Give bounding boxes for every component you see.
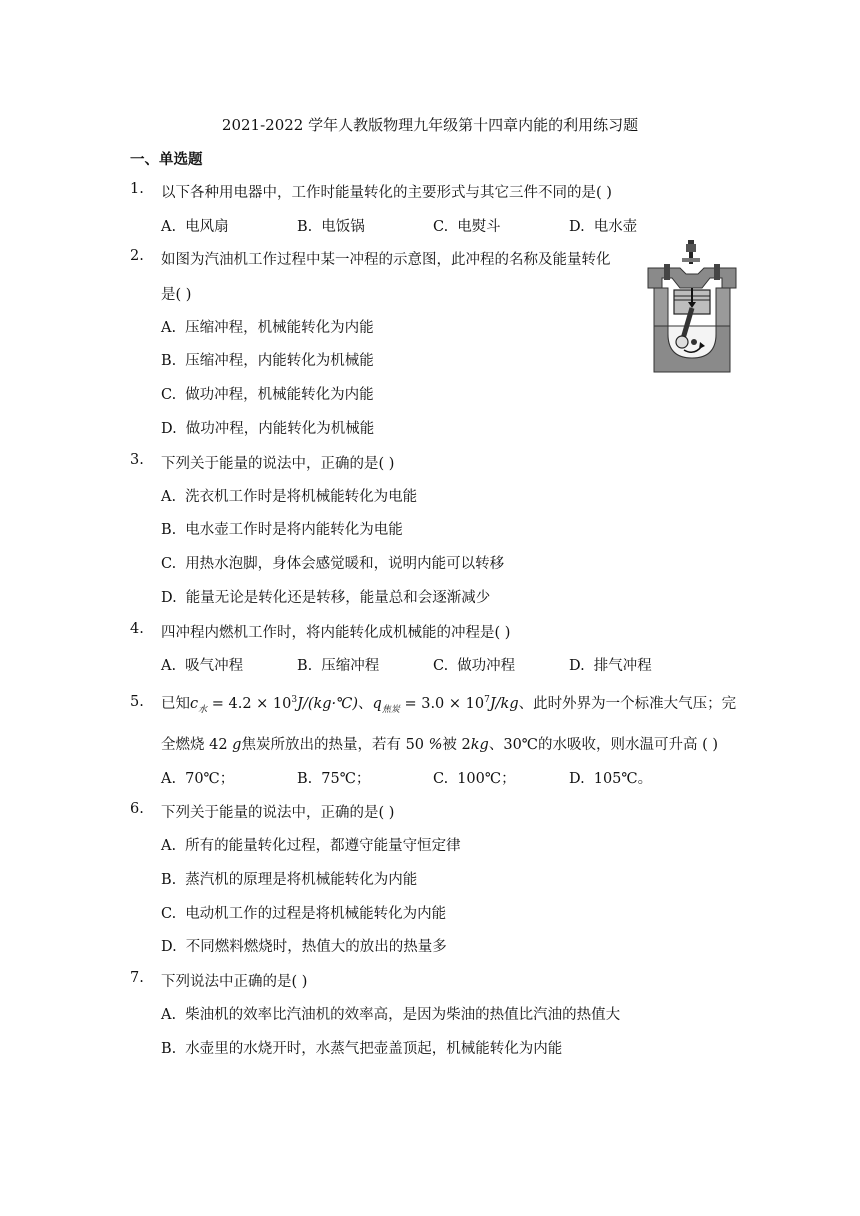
option-d [161,935,447,956]
option-label: A. [161,219,177,235]
option-text: 电水壶工作时是将内能转化为电能 [185,522,403,538]
option-d [161,586,490,607]
option-label: D. [569,658,585,674]
option-c [433,215,501,236]
option-text: 电饭锅 [321,219,365,235]
question-number: 3. [130,452,144,468]
option-text: 压缩冲程，机械能转化为内能 [185,320,374,336]
question-text-continued: 全燃烧 42 g焦炭所放出的热量，若有 50 %被 2kg、30℃的水吸收，则水温可升高 ( ) [161,737,719,753]
option-text: 105℃。 [593,771,653,787]
option-c [161,383,374,404]
option-label: D. [161,421,177,437]
option-d [569,215,637,236]
option-d [569,654,652,675]
option-text: 电熨斗 [457,219,501,235]
option-text: 排气冲程 [593,658,652,674]
option-a [161,767,234,788]
option-a [161,1003,620,1024]
option-label: C. [161,556,177,572]
question-number: 7. [130,970,144,986]
question-text-formula: 已知$c_水 = 4.2$ × $10^3J/(kg\cdot℃)$、$q_{焦炭} = 3.0 \times 10^7J/kg$、此时外界为一个标准大气压；完 [161,695,737,715]
option-label: D. [569,219,585,235]
question-number: 5. [130,694,144,710]
option-label: A. [161,320,177,336]
option-c [433,654,515,675]
option-a [161,485,417,506]
question-text: 以下各种用电器中，工作时能量转化的主要形式与其它三件不同的是( ) [161,185,612,201]
option-label: D. [569,771,585,787]
option-label: D. [161,590,177,606]
option-text: 电水壶 [593,219,638,235]
question-text: 如图为汽油机工作过程中某一冲程的示意图，此冲程的名称及能量转化 [161,252,611,268]
question-number: 4. [130,621,144,637]
option-label: B. [297,771,313,787]
option-text: 电动机工作的过程是将机械能转化为内能 [185,906,447,922]
option-label: B. [161,522,177,538]
page-title: 2021-2022 学年人教版物理九年级第十四章内能的利用练习题 [221,116,639,134]
question-text: 下列关于能量的说法中，正确的是( ) [161,456,395,472]
option-label: B. [161,353,177,369]
option-label: A. [161,658,177,674]
option-text: 100℃； [457,771,516,787]
option-text: 做功冲程，内能转化为机械能 [185,421,375,437]
option-c [433,767,516,788]
option-label: C. [433,219,449,235]
question-number: 6. [130,801,144,817]
section-heading: 一、单选题 [130,151,203,168]
option-b [161,349,374,370]
option-label: C. [161,387,177,403]
option-b [297,654,379,675]
option-label: B. [161,1041,177,1057]
option-b [161,518,403,539]
option-label: B. [161,872,177,888]
option-label: D. [161,939,177,955]
option-c [161,902,446,923]
option-label: A. [161,838,177,854]
option-text: 能量无论是转化还是转移，能量总和会逐渐减少 [185,590,491,606]
question-text: 四冲程内燃机工作时，将内能转化成机械能的冲程是( ) [161,625,511,641]
option-text: 70℃； [185,771,235,787]
option-b [297,767,370,788]
option-d [569,767,652,788]
question-text: 下列关于能量的说法中，正确的是( ) [161,805,395,821]
option-text: 做功冲程 [457,658,516,674]
option-a [161,834,461,855]
option-text: 压缩冲程 [321,658,380,674]
option-a [161,215,229,236]
option-a [161,316,374,337]
option-b [161,1037,562,1058]
option-text: 水壶里的水烧开时，水蒸气把壶盖顶起，机械能转化为内能 [185,1041,563,1057]
option-text: 蒸汽机的原理是将机械能转化为内能 [185,872,418,888]
option-text: 75℃； [321,771,371,787]
option-text: 吸气冲程 [185,658,244,674]
question-number: 2. [130,248,144,264]
option-text: 洗衣机工作时是将机械能转化为电能 [185,489,418,505]
engine-stroke-figure [644,238,740,374]
option-d [161,417,374,438]
question-text-continued: 是( ) [161,287,192,303]
option-c [161,552,504,573]
option-text: 用热水泡脚，身体会感觉暖和，说明内能可以转移 [185,556,505,572]
option-label: C. [433,771,449,787]
option-label: A. [161,489,177,505]
option-text: 柴油机的效率比汽油机的效率高，是因为柴油的热值比汽油的热值大 [185,1007,621,1023]
option-b [161,868,417,889]
option-text: 所有的能量转化过程，都遵守能量守恒定律 [185,838,461,854]
option-label: A. [161,771,177,787]
option-label: A. [161,1007,177,1023]
option-text: 压缩冲程，内能转化为机械能 [185,353,374,369]
option-label: B. [297,219,313,235]
option-b [297,215,365,236]
option-label: B. [297,658,313,674]
question-text: 下列说法中正确的是( ) [161,974,308,990]
option-label: C. [161,906,177,922]
option-text: 不同燃料燃烧时，热值大的放出的热量多 [185,939,447,955]
option-text: 做功冲程，机械能转化为内能 [185,387,374,403]
option-a [161,654,243,675]
option-text: 电风扇 [185,219,229,235]
option-label: C. [433,658,449,674]
question-number: 1. [130,181,144,197]
